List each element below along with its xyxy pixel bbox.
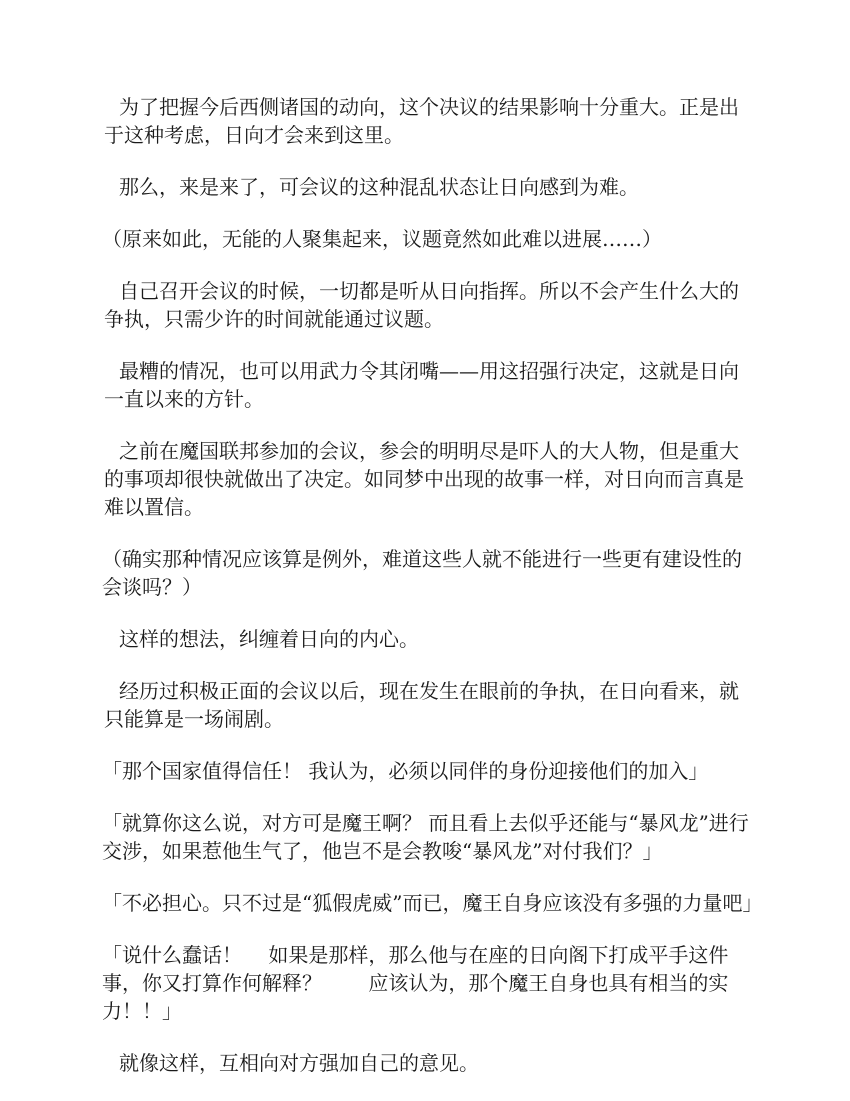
paragraph: 最糟的情况，也可以用武力令其闭嘴——用这招强行决定，这就是日向一直以来的方针。 bbox=[104, 359, 739, 411]
paragraph-dialogue: 「那个国家值得信任！ 我认为，必须以同伴的身份迎接他们的加入」 bbox=[102, 759, 709, 783]
paragraph-dialogue: 「说什么蠢话！ 如果是那样，那么他与在座的日向阁下打成平手这件事，你又打算作何解释？ 应该认为，那个魔王自身也具有相当的实力！！」 bbox=[102, 943, 729, 1023]
paragraph: 经历过积极正面的会议以后，现在发生在眼前的争执，在日向看来，就只能算是一场闹剧。 bbox=[104, 679, 739, 731]
paragraph: 这样的想法，纠缠着日向的内心。 bbox=[119, 627, 419, 651]
paragraph-thought: （原来如此，无能的人聚集起来，议题竟然如此难以进展……） bbox=[102, 227, 662, 251]
paragraph: 就像这样，互相向对方强加自己的意见。 bbox=[119, 1051, 479, 1075]
paragraph: 为了把握今后西侧诸国的动向，这个决议的结果影响十分重大。正是出于这种考虑，日向才会来到这里。 bbox=[104, 95, 739, 147]
document-body bbox=[102, 93, 763, 1101]
paragraph-thought: （确实那种情况应该算是例外，难道这些人就不能进行一些更有建设性的会谈吗？） bbox=[102, 547, 742, 599]
paragraph-dialogue: 「就算你这么说，对方可是魔王啊？ 而且看上去似乎还能与“暴风龙”进行交涉，如果惹他生气了，他岂不是会教唆“暴风龙”对付我们？」 bbox=[102, 811, 749, 863]
paragraph: 自己召开会议的时候，一切都是听从日向指挥。所以不会产生什么大的争执，只需少许的时间就能通过议题。 bbox=[104, 279, 739, 331]
paragraph: 之前在魔国联邦参加的会议，参会的明明尽是吓人的大人物，但是重大的事项却很快就做出了决定。如同梦中出现的故事一样，对日向而言真是难以置信。 bbox=[104, 439, 744, 519]
paragraph: 那么，来是来了，可会议的这种混乱状态让日向感到为难。 bbox=[119, 175, 639, 199]
paragraph-dialogue: 「不必担心。只不过是“狐假虎威”而已，魔王自身应该没有多强的力量吧」 bbox=[102, 891, 763, 915]
